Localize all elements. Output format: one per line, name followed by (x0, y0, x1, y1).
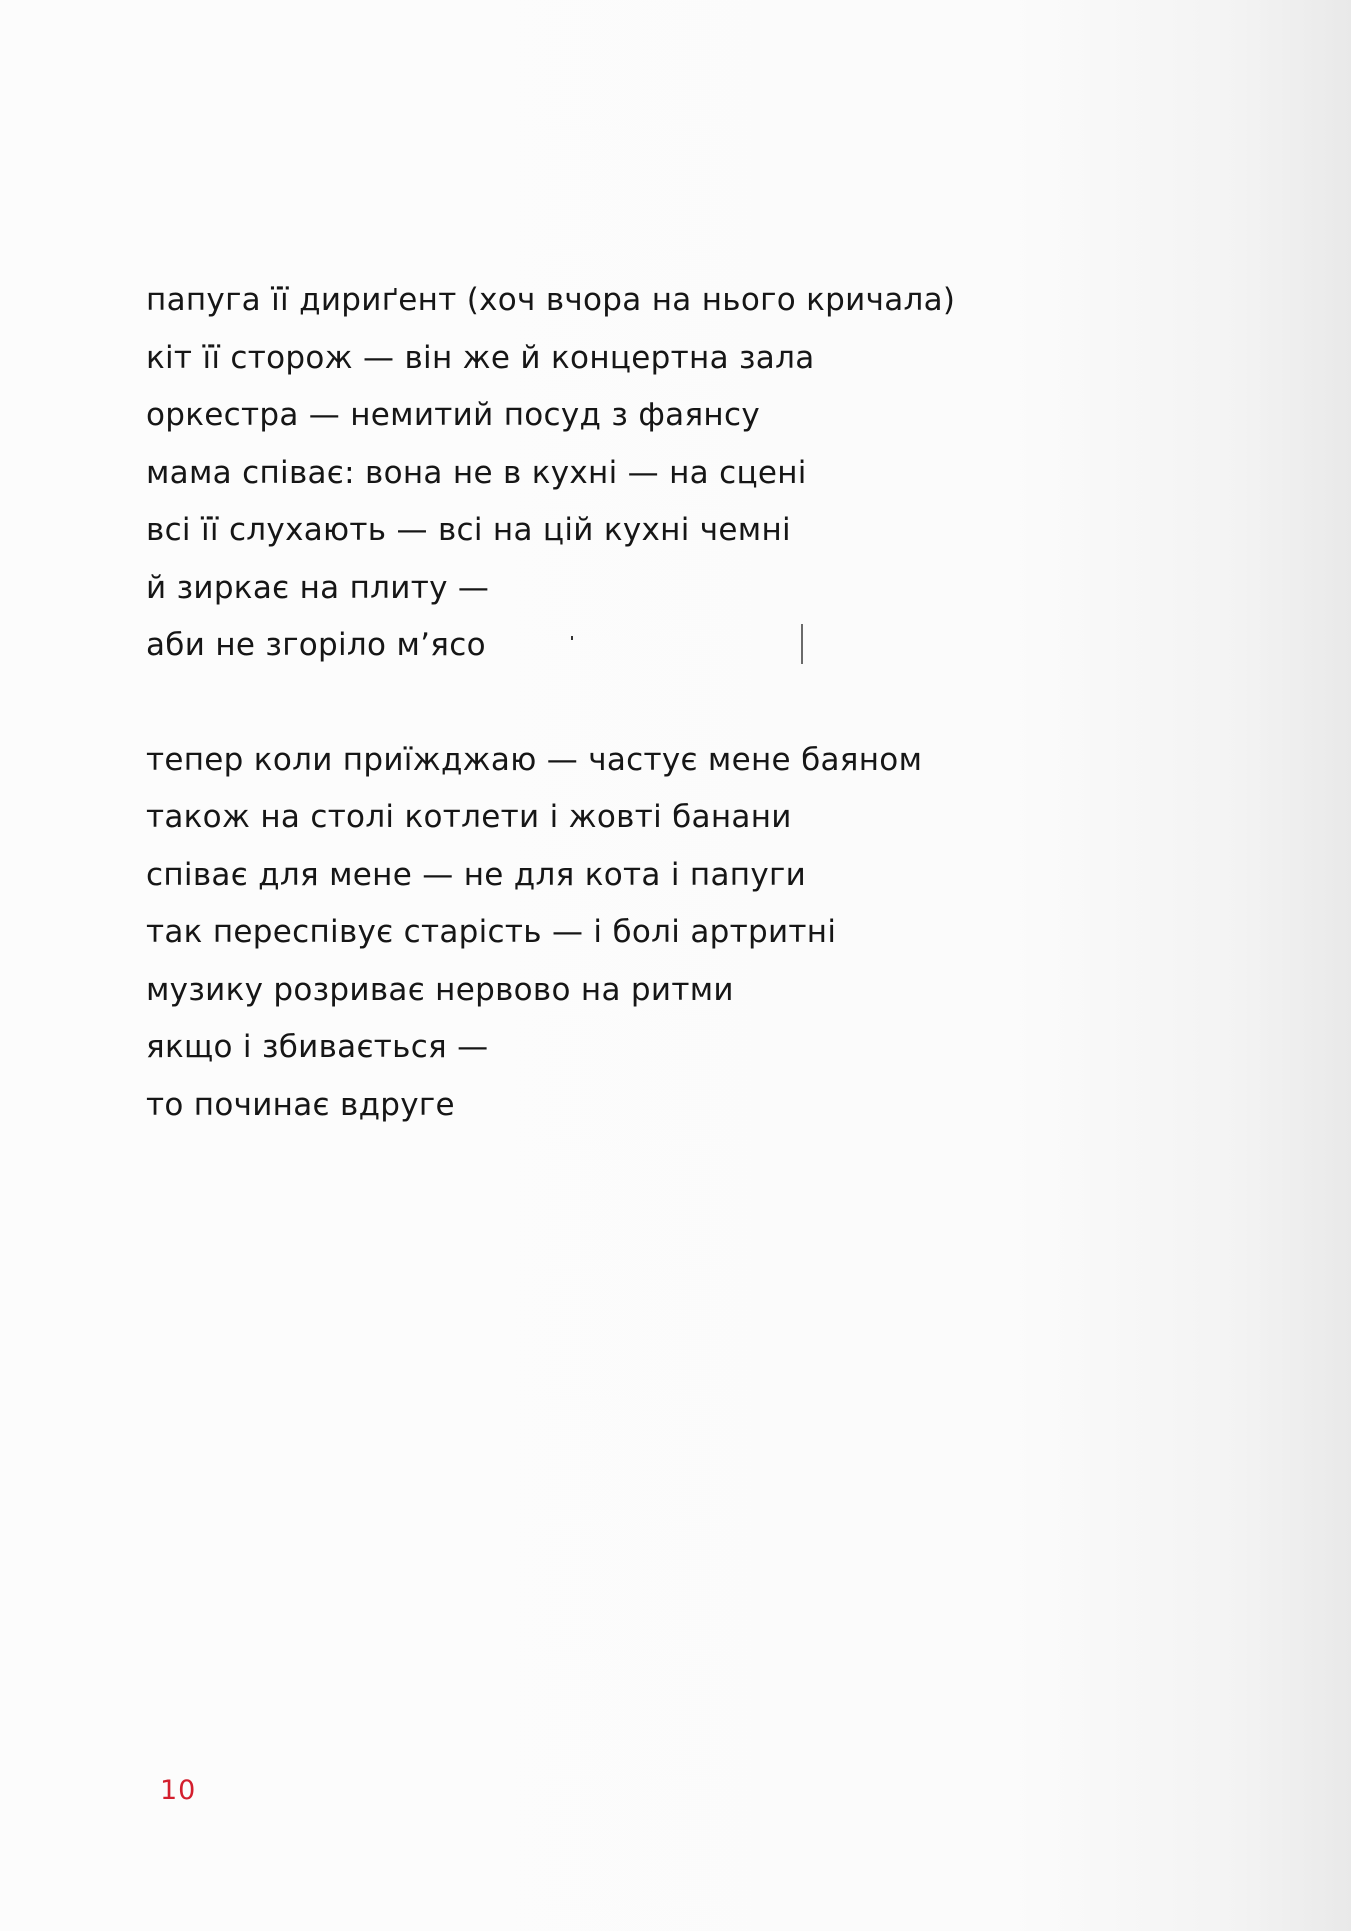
poem-line: всі її слухають — всі на цій кухні чемні (146, 512, 791, 548)
poem-line: папуга її дириґент (хоч вчора на нього кричала) (146, 282, 956, 318)
poem-line: оркестра — немитий посуд з фаянсу (146, 397, 760, 433)
poem-line: так переспівує старість — і болі артритні (146, 914, 837, 950)
poem-line: також на столі котлети і жовті банани (146, 799, 792, 835)
poem (146, 272, 1046, 1134)
poem-line: й зиркає на плиту — (146, 569, 490, 606)
poem-line: мама співає: вона не в кухні — на сцені (146, 454, 807, 491)
poem-line: якщо і збивається — (146, 1029, 489, 1065)
poem-line: то починає вдруге (146, 1086, 455, 1123)
page-number: 10 (160, 1775, 197, 1806)
poem-line: музику розриває нервово на ритми (146, 971, 734, 1008)
stanza-1 (146, 272, 1046, 675)
poem-line: кіт її сторож — він же й концертна зала (146, 339, 815, 376)
poem-line: аби не згоріло м’ясо (146, 627, 486, 663)
scan-mark (571, 636, 573, 640)
stanza-2 (146, 732, 1046, 1135)
poem-line: тепер коли приїжджаю — частує мене баяном (146, 741, 923, 778)
poem-line: співає для мене — не для кота і папуги (146, 856, 807, 893)
scan-mark (801, 624, 803, 664)
